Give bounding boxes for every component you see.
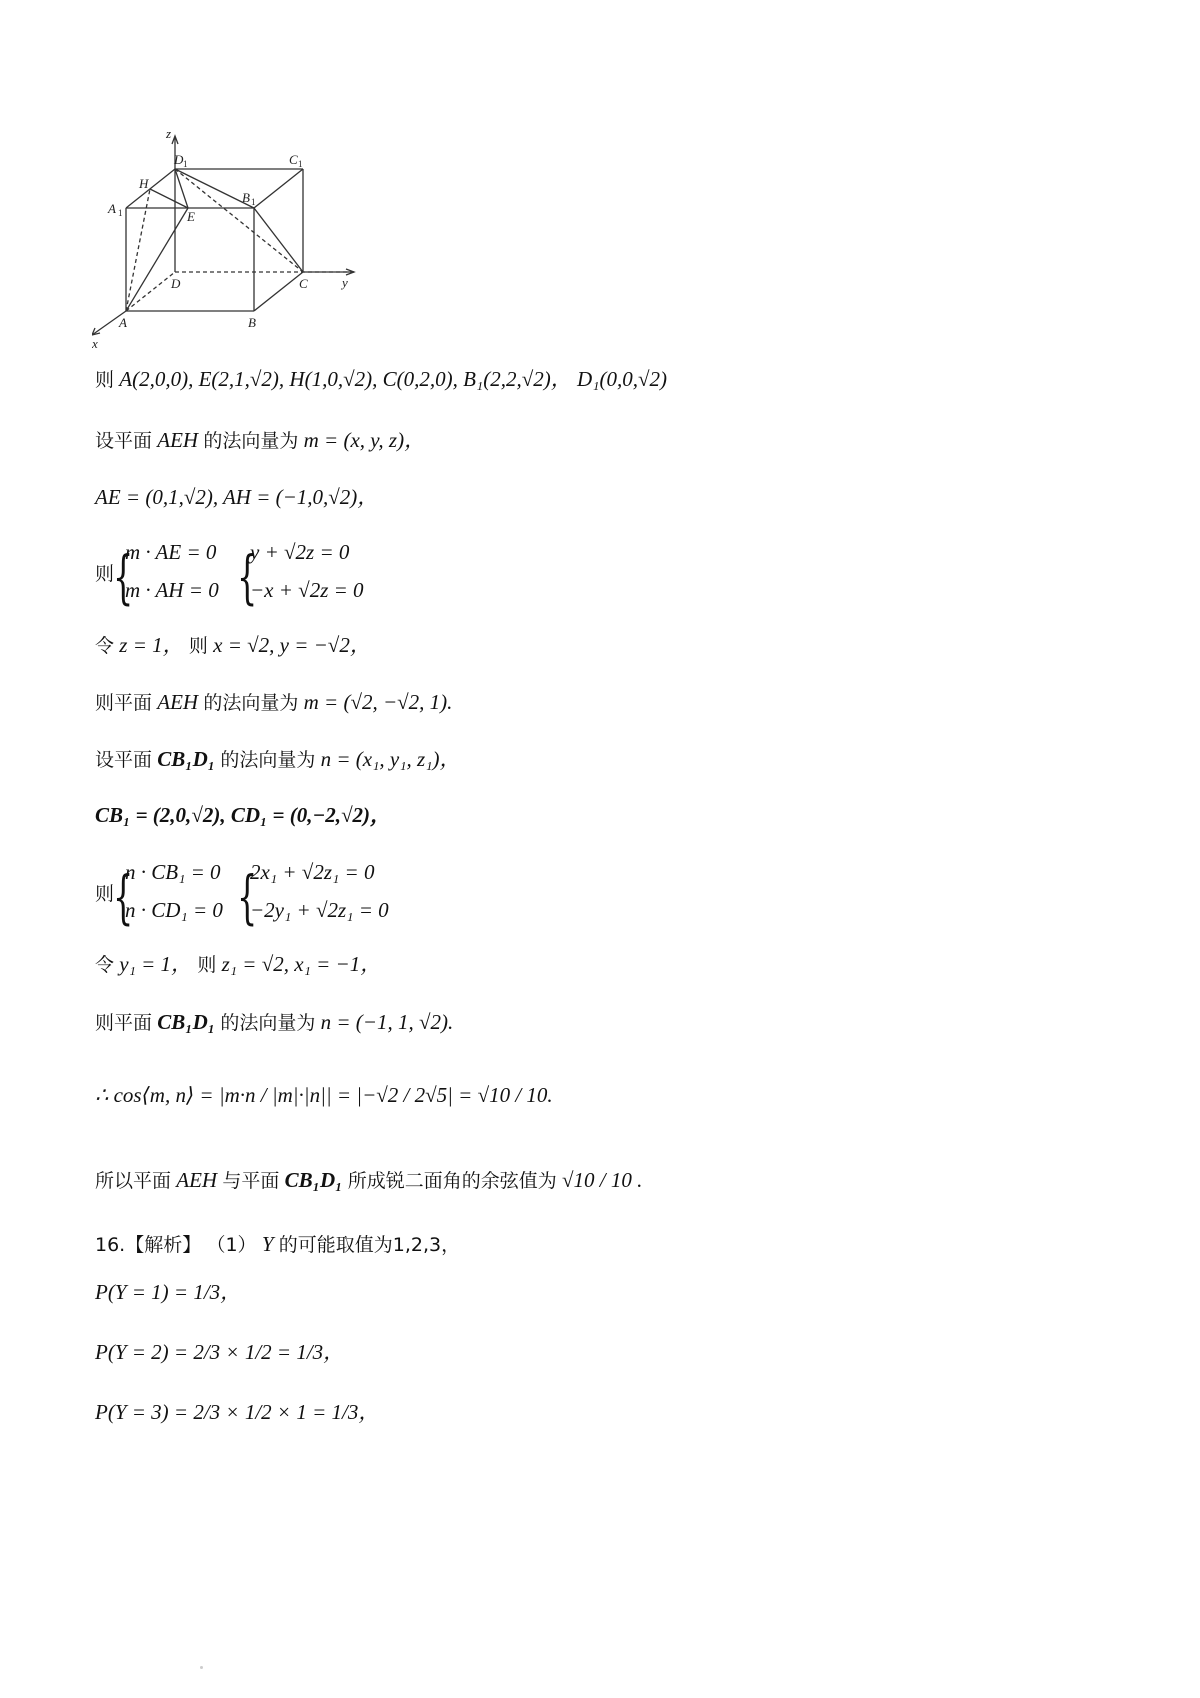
coords-line (95, 367, 667, 392)
plane-cb1d1: CB₁D₁ (157, 747, 216, 771)
edge-A1D1 (126, 169, 175, 208)
label-x: x (92, 336, 98, 351)
label-A1: A (108, 201, 116, 216)
q16-heading-line (95, 1232, 460, 1257)
cosine-formula: ∴ cos⟨m, n⟩ = |m·n / |m|·|n|| = |−√2 / 2√5| = √10 / 10. (95, 1083, 553, 1107)
vectors-ae-ah: AE = (0,1,√2), AH = (−1,0,√2)， (95, 485, 379, 509)
label-y: y (342, 275, 348, 290)
coords-prefix: 则 (95, 369, 115, 391)
text-normal-vector: 的法向量为 (203, 430, 299, 452)
equation-m-ah: m · AH = 0 (125, 578, 219, 602)
label-H: H (139, 176, 149, 191)
label-C1: C (289, 152, 298, 167)
variable-y: Y (261, 1232, 274, 1256)
normal-m-line (95, 690, 452, 715)
segment-AE (126, 208, 188, 311)
equation-n-cd1: n · CD₁ = 0 (125, 898, 223, 922)
text-then-plane: 则平面 (95, 692, 153, 714)
text-set-plane-2: 设平面 (95, 749, 153, 771)
probability-y-2: P(Y = 2) = 2/3 × 1/2 = 1/3， (95, 1340, 345, 1364)
label-B1: B (242, 190, 250, 205)
cuboid-figure (92, 132, 382, 377)
text-so-plane: 所以平面 (95, 1170, 172, 1192)
probability-y-1: P(Y = 1) = 1/3， (95, 1280, 242, 1304)
equation-x-z: −x + √2z = 0 (250, 578, 364, 602)
text-let-2: 令 (95, 954, 115, 976)
label-z: z (166, 132, 172, 141)
z1-x1-values: z₁ = √2, x₁ = −1， (221, 952, 382, 976)
vector-n-result: n = (−1, 1, √2). (320, 1010, 454, 1034)
let-z-line (95, 633, 371, 658)
label-C: C (299, 276, 308, 291)
plane-cb1d1-3: CB₁D₁ (284, 1168, 343, 1192)
text-then-4: 则 (197, 954, 217, 976)
brace-icon-4: { (237, 863, 258, 931)
let-y-line (95, 952, 381, 977)
p1-line (95, 1280, 241, 1305)
coords-values: A(2,0,0), E(2,1,√2), H(1,0,√2), C(0,2,0), B₁(2,2,√2)， D₁(0,0,√2) (119, 367, 667, 391)
vectors-ae-ah-line (95, 485, 378, 510)
text-normal-vector-2: 的法向量为 (203, 692, 299, 714)
equation-m-ae: m · AE = 0 (125, 540, 217, 564)
label-E: E (187, 209, 195, 224)
question-16-title: 16.【解析】 (95, 1234, 202, 1256)
segment-B1C (254, 208, 303, 272)
edge-C1B1 (254, 169, 303, 208)
cosine-value: √10 / 10 . (561, 1168, 643, 1192)
normal-n-line (95, 1010, 453, 1035)
text-and-plane: 与平面 (222, 1170, 280, 1192)
label-A: A (119, 315, 127, 330)
edge-AD (126, 272, 175, 311)
brace-icon: { (113, 543, 134, 611)
segment-AH (126, 189, 150, 311)
possible-values-text: 的可能取值为1,2,3， (278, 1234, 461, 1256)
label-B: B (248, 315, 256, 330)
cuboid-diagram (92, 132, 382, 377)
conclusion-line (95, 1168, 642, 1193)
label-D1: D (174, 152, 184, 167)
text-normal-vector-4: 的法向量为 (220, 1012, 316, 1034)
brace-icon-3: { (113, 863, 134, 931)
plane-aeh: AEH (157, 428, 199, 452)
text-dihedral-cosine: 所成锐二面角的余弦值为 (347, 1170, 557, 1192)
text-normal-vector-3: 的法向量为 (220, 749, 316, 771)
equation-n-cb1: n · CB₁ = 0 (125, 860, 221, 884)
plane-cb1d1-2: CB₁D₁ (157, 1010, 216, 1034)
z-equals-one: z = 1， (119, 633, 184, 657)
text-then-2: 则 (188, 635, 208, 657)
edge-BC (254, 272, 303, 311)
equation-x1-z1: 2x₁ + √2z₁ = 0 (250, 860, 375, 884)
brace-icon-2: { (237, 543, 258, 611)
set-normal-m-line (95, 428, 425, 453)
p3-line (95, 1400, 379, 1425)
text-then: 则 (95, 563, 115, 585)
equation-y-z: y + √2z = 0 (250, 540, 350, 564)
y1-equals-one: y₁ = 1， (119, 952, 193, 976)
label-A1-sub: 1 (118, 208, 123, 218)
vectors-cb1-cd1-line (95, 803, 391, 828)
cosine-line (95, 1083, 553, 1108)
vector-m-definition: m = (x, y, z)， (303, 428, 426, 452)
text-then-plane-2: 则平面 (95, 1012, 153, 1034)
footer-dot (200, 1666, 203, 1669)
p2-line (95, 1340, 344, 1365)
probability-y-3: P(Y = 3) = 2/3 × 1/2 × 1 = 1/3， (95, 1400, 380, 1424)
text-let: 令 (95, 635, 115, 657)
part-1-label: （1） (206, 1234, 257, 1256)
vectors-cb1-cd1: CB₁ = (2,0,√2), CD₁ = (0,−2,√2)， (95, 803, 392, 827)
label-C1-sub: 1 (298, 159, 303, 169)
label-D: D (171, 276, 181, 291)
text-set-plane: 设平面 (95, 430, 153, 452)
vector-m-result: m = (√2, −√2, 1). (303, 690, 453, 714)
equation-y1-z1: −2y₁ + √2z₁ = 0 (250, 898, 389, 922)
plane-aeh-2: AEH (157, 690, 199, 714)
plane-aeh-3: AEH (176, 1168, 218, 1192)
vector-n-definition: n = (x₁, y₁, z₁)， (320, 747, 461, 771)
text-then-3: 则 (95, 883, 115, 905)
set-normal-n-line (95, 747, 460, 772)
label-B1-sub: 1 (251, 197, 256, 207)
label-D1-sub: 1 (183, 159, 188, 169)
x-y-values: x = √2, y = −√2， (213, 633, 371, 657)
